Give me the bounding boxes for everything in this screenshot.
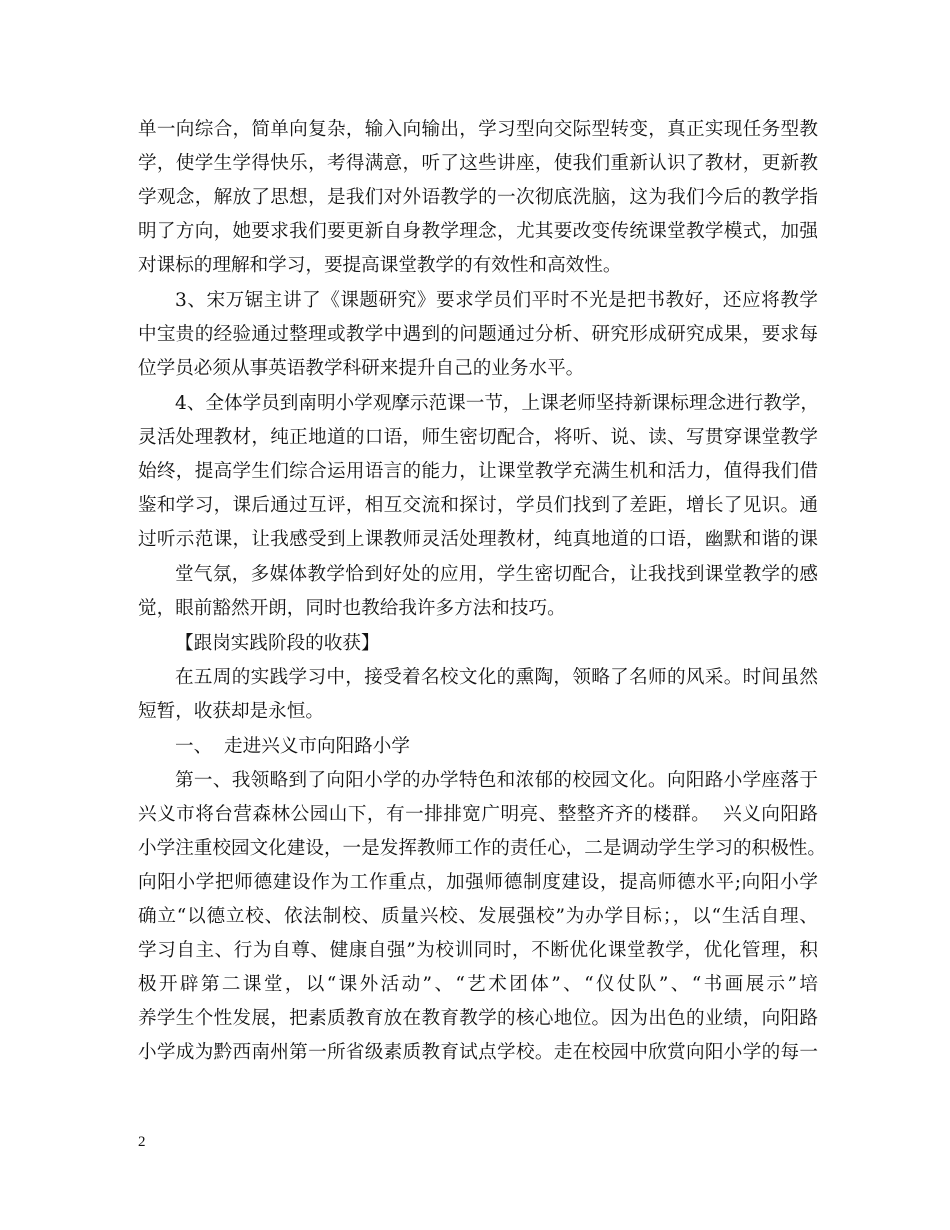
text-line: 始终，提高学生们综合运用语言的能力，让课堂教学充满生机和活力，值得我们借 <box>138 461 818 482</box>
text-line: 极开辟第二课堂，以“课外活动”、“艺术团体”、“仪仗队”、“书画展示”培 <box>138 974 818 995</box>
text-line: 明了方向，她要求我们要更新自身教学理念，尤其要改变传统课堂教学模式，加强 <box>138 221 818 242</box>
text-line: 养学生个性发展，把素质教育放在教育教学的核心地位。因为出色的业绩，向阳路 <box>138 1008 818 1029</box>
page-number: 2 <box>138 1134 146 1150</box>
text-line: 学习自主、行为自尊、健康自强”为校训同时，不断优化课堂教学，优化管理，积 <box>138 940 818 961</box>
text-line: 鉴和学习，课后通过互评，相互交流和探讨，学员们找到了差距，增长了见识。通 <box>138 495 818 516</box>
text-line: 学观念，解放了思想，是我们对外语教学的一次彻底洗脑，这为我们今后的教学指 <box>138 187 818 208</box>
text-line: 过听示范课，让我感受到上课教师灵活处理教材，纯真地道的口语，幽默和谐的课 <box>138 529 818 550</box>
text-line: 小学成为黔西南州第一所省级素质教育试点学校。走在校园中欣赏向阳小学的每一 <box>138 1042 818 1063</box>
section-heading: 【跟岗实践阶段的收获】 <box>175 633 380 654</box>
text-line: 学，使学生学得快乐，考得满意，听了这些讲座，使我们重新认识了教材，更新教 <box>138 153 818 174</box>
section-heading: 一、 走进兴义市向阳路小学 <box>175 736 410 757</box>
text-line: 在五周的实践学习中，接受着名校文化的熏陶，领略了名师的风采。时间虽然 <box>175 667 818 688</box>
text-line: 4、全体学员到南明小学观摩示范课一节，上课老师坚持新课标理念进行教学， <box>175 393 820 414</box>
text-line: 中宝贵的经验通过整理或教学中遇到的问题通过分析、研究形成研究成果，要求每 <box>138 324 818 345</box>
text-line: 位学员必须从事英语教学科研来提升自己的业务水平。 <box>138 358 585 379</box>
text-line: 单一向综合，简单向复杂，输入向输出，学习型向交际型转变，真正实现任务型教 <box>138 119 818 140</box>
text-line: 第一、我领略到了向阳小学的办学特色和浓郁的校园文化。向阳路小学座落于 <box>175 770 818 791</box>
text-line: 兴义市将台营森林公园山下，有一排排宽广明亮、整整齐齐的楼群。 兴义向阳路 <box>138 804 818 825</box>
text-line: 向阳小学把师德建设作为工作重点，加强师德制度建设，提高师德水平;向阳小学 <box>138 872 818 893</box>
text-line: 觉，眼前豁然开朗，同时也教给我许多方法和技巧。 <box>138 598 566 619</box>
text-line: 堂气氛，多媒体教学恰到好处的应用，学生密切配合，让我找到课堂教学的感 <box>175 564 818 585</box>
text-line: 灵活处理教材，纯正地道的口语，师生密切配合，将听、说、读、写贯穿课堂教学 <box>138 427 818 448</box>
text-line: 小学注重校园文化建设，一是发挥教师工作的责任心，二是调动学生学习的积极性。 <box>138 838 826 859</box>
text-line: 确立“以德立校、依法制校、质量兴校、发展强校”为办学目标；，以“生活自理、 <box>138 906 818 927</box>
text-line: 3、宋万锯主讲了《课题研究》要求学员们平时不光是把书教好，还应将教学 <box>175 290 818 311</box>
text-line: 短暂，收获却是永恒。 <box>138 701 324 722</box>
text-line: 对课标的理解和学习，要提高课堂教学的有效性和高效性。 <box>138 255 622 276</box>
